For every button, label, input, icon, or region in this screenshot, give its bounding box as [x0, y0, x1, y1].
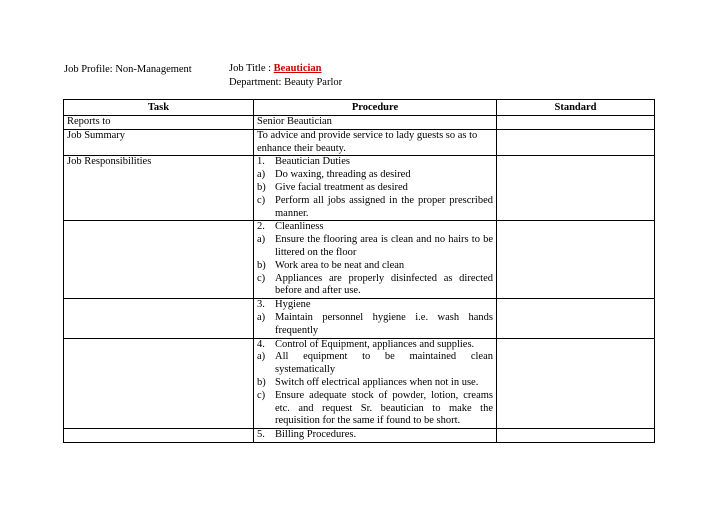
- list-marker: 1.: [257, 156, 265, 168]
- procedure-cell: [254, 156, 497, 221]
- list-text: Work area to be neat and clean: [275, 259, 405, 271]
- procedure-cell: [254, 338, 497, 429]
- list-item: [257, 339, 493, 352]
- list-marker: b): [257, 376, 266, 388]
- list-item: [257, 169, 493, 182]
- list-marker: c): [257, 272, 266, 284]
- list-item: [257, 221, 493, 234]
- list-marker: c): [257, 389, 266, 401]
- list-item: [257, 312, 493, 338]
- list-item: [257, 234, 493, 260]
- standard-cell: [497, 299, 655, 338]
- list-item: [257, 351, 493, 377]
- procedure-cell: [254, 221, 497, 299]
- list-marker: a): [257, 311, 266, 323]
- task-cell: Reports to: [64, 116, 254, 130]
- list-marker: 3.: [257, 299, 265, 311]
- list-text: All equipment to be maintained clean systematically: [275, 351, 493, 376]
- table-row: [64, 156, 655, 221]
- list-item: [257, 273, 493, 299]
- list-marker: a): [257, 234, 266, 246]
- standard-cell: [497, 429, 655, 443]
- list-marker: 2.: [257, 221, 265, 233]
- job-title-line: [229, 62, 342, 76]
- list-marker: c): [257, 194, 266, 206]
- list-item: [257, 156, 493, 169]
- procedure-cell: To advice and provide service to lady guests so as to enhance their beauty.: [254, 129, 497, 156]
- list-marker: b): [257, 259, 266, 271]
- list-item: [257, 195, 493, 221]
- list-text: Appliances are properly disinfected as directed before and after use.: [275, 272, 493, 297]
- table-row: [64, 429, 655, 443]
- table-row: [64, 221, 655, 299]
- job-info: [229, 62, 342, 90]
- list-marker: 5.: [257, 429, 265, 441]
- list-text: Ensure adequate stock of powder, lotion, creams etc. and request Sr. beautician to make the requisition for the same if found to be short.: [275, 389, 493, 427]
- list-marker: 4.: [257, 338, 265, 350]
- task-cell: [64, 299, 254, 338]
- list-item: [257, 390, 493, 428]
- list-text: Switch off electrical appliances when not in use.: [275, 376, 479, 388]
- list-marker: a): [257, 351, 266, 363]
- task-cell: [64, 338, 254, 429]
- header-row: [64, 100, 655, 116]
- task-cell: [64, 221, 254, 299]
- header-task: Task: [64, 100, 254, 116]
- list-text: Beautician Duties: [275, 156, 350, 168]
- table-row: [64, 129, 655, 156]
- procedure-cell: [254, 429, 497, 443]
- list-text: Control of Equipment, appliances and supplies.: [275, 338, 475, 350]
- list-item: [257, 260, 493, 273]
- list-marker: b): [257, 181, 266, 193]
- table-row: [64, 338, 655, 429]
- list-text: Do waxing, threading as desired: [275, 169, 411, 181]
- procedure-cell: [254, 299, 497, 338]
- department-line: Department: Beauty Parlor: [229, 77, 343, 88]
- standard-cell: [497, 338, 655, 429]
- standard-cell: [497, 129, 655, 156]
- job-title-value: Beautician: [273, 63, 322, 74]
- task-cell: Job Summary: [64, 129, 254, 156]
- list-marker: a): [257, 169, 266, 181]
- job-title-label: Job Title :: [229, 63, 274, 74]
- header-procedure: Procedure: [254, 100, 497, 116]
- job-profile: Job Profile: Non-Management: [64, 64, 192, 75]
- list-item: [257, 299, 493, 312]
- list-item: [257, 429, 493, 442]
- list-text: Hygiene: [275, 299, 311, 311]
- list-item: [257, 377, 493, 390]
- header-standard: Standard: [497, 100, 655, 116]
- standard-cell: [497, 221, 655, 299]
- table-row: [64, 299, 655, 338]
- table-row: [64, 116, 655, 130]
- list-text: Perform all jobs assigned in the proper prescribed manner.: [275, 194, 493, 219]
- job-description-table: [63, 99, 655, 443]
- standard-cell: [497, 156, 655, 221]
- list-text: Cleanliness: [275, 221, 324, 233]
- list-text: Ensure the flooring area is clean and no hairs to be littered on the floor: [275, 234, 493, 258]
- list-text: Billing Procedures.: [275, 429, 357, 441]
- list-text: Maintain personnel hygiene i.e. wash hands frequently: [275, 311, 493, 336]
- standard-cell: [497, 116, 655, 130]
- task-cell: [64, 429, 254, 443]
- task-cell: Job Responsibilities: [64, 156, 254, 221]
- procedure-cell: Senior Beautician: [254, 116, 497, 130]
- list-text: Give facial treatment as desired: [275, 181, 408, 193]
- list-item: [257, 182, 493, 195]
